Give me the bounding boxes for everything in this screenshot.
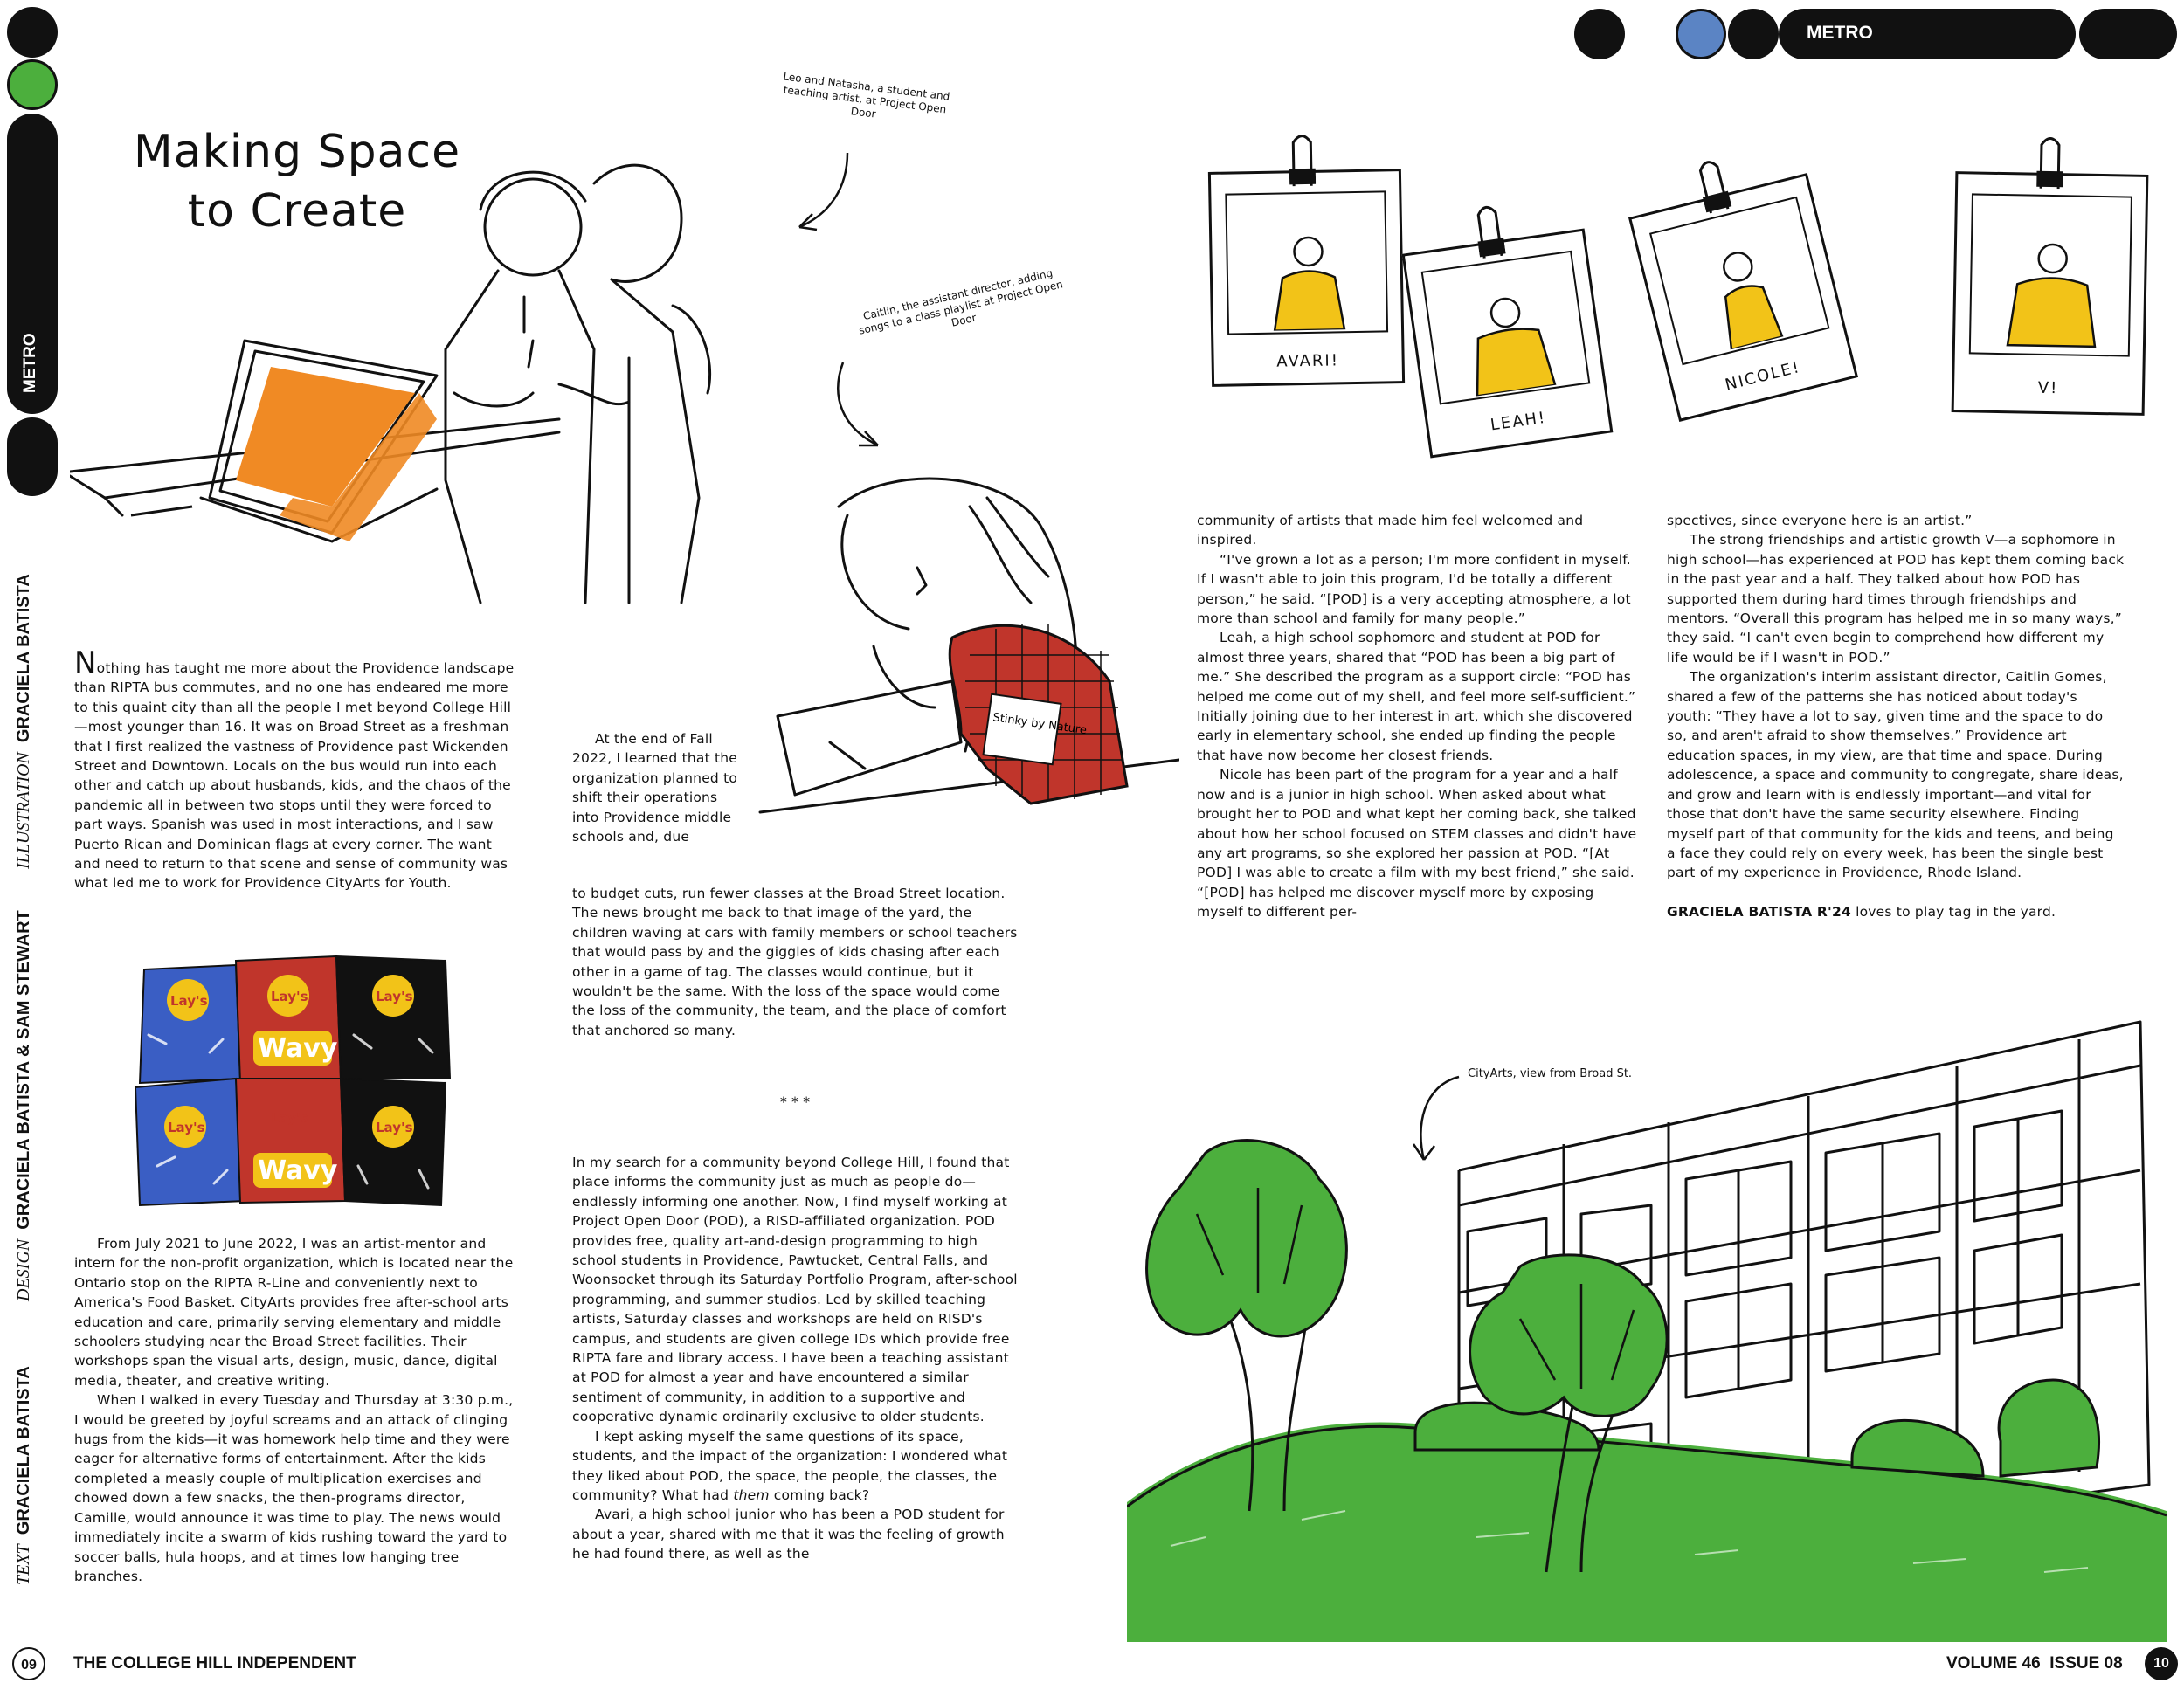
col1-top-text: othing has taught me more about the Providence landscape than RIPTA bus commutes, and no one has endeared me more to this quaint city than all the people I met beyond College Hill—most younger than 16. It was on Broad Street as a freshman that I first realized the vastness of Providence past Wickenden Street and Downtown. Locals on the bus would run into each other and catch up about husbands, kids, and the chaos of the pandemic all in between two stops until they were forced to part ways. Spanish was used in most interactions, and I saw Puerto Rican and Dominican flags at every corner. The want and need to return to that scene and sense of community was what led me to work for Providence CityArts for Youth. (74, 660, 515, 892)
edge-circle-black (7, 7, 58, 58)
col2-bottom-p1: In my search for a community beyond College Hill, I found that place informs the community just as much as people do—endlessly informing one another. Now, I find myself working at Project Open Door (POD), a RISD-affiliated organization. POD provides free, quality art-and-design programming to high school students in Providence, Pawtucket, Central Falls, and Woonsocket through its Saturday Portfolio Program, after-school programming, and summer studios. Led by skilled teaching artists, Saturday classes and workshops are held on RISD's campus, and students are given college IDs which provide free RIPTA fare and library access. I have been a teaching assistant at POD for almost a year and have encountered a similar sentiment of community, in addition to a supportive and cooperative dynamic ordinarily exclusive to older students. (572, 1155, 1018, 1425)
bio-text: loves to play tag in the yard. (1850, 903, 2056, 920)
polaroid-label-avari: AVARI! (1276, 351, 1340, 371)
section-label-vertical: METRO (21, 333, 39, 393)
author-bio (1667, 902, 2125, 921)
credit-illustration: ILLUSTRATION GRACIELA BATISTA (14, 574, 33, 869)
credit-text: TEXT GRACIELA BATISTA (14, 1366, 33, 1585)
col1-bottom-p2: When I walked in every Tuesday and Thursday at 3:30 p.m., I would be greeted by joyful screams and an attack of clinging hugs from the kids—it was homework help time and they were eager for alternative forms of entertainment. After the kids completed a measly couple of multiplication exercises and chowed down a few snacks, the then-programs director, Camille, would announce it was time to play. The news would immediately incite a swarm of kids rushing toward the yard to soccer balls, hula hoops, and at times low hanging tree branches. (74, 1392, 514, 1584)
col4 (1667, 511, 2125, 921)
section-separator: * * * (779, 1093, 811, 1110)
illustration-chips (131, 948, 459, 1214)
chip-label-3: Lay's (376, 989, 413, 1004)
polaroid-avari (1208, 169, 1405, 387)
caption-caitlin: Caitlin, the assistant director, adding songs to a class playlist at Project Open Door (857, 266, 1064, 337)
chip-label-4: Lay's (168, 1120, 205, 1135)
page-number-left: 09 (12, 1647, 45, 1680)
col3-p1: community of artists that made him feel welcomed and inspired. (1197, 513, 1584, 548)
illustration-caitlin (743, 454, 1179, 830)
chip-label-5: Lay's (271, 1110, 308, 1126)
bio-name: GRACIELA BATISTA R'24 (1667, 903, 1851, 920)
col1-bottom-p1: From July 2021 to June 2022, I was an artist-mentor and intern for the non-profit organization, which is located near the Ontario stop on the RIPTA R-Line and conveniently next to America's Food Basket. CityArts provides free after-school arts education and care, primarily serving elementary and middle schoolers studying near the Broad Street facilities. Their workshops span the visual arts, design, music, dance, digital media, theater, and creative writing. (74, 1236, 514, 1389)
page-number-right: 10 (2145, 1647, 2178, 1680)
col3-p4: Nicole has been part of the program for a year and a half now and is a junior in high school. When asked about what brought her to POD and what kept her coming back, she talked about how her school focused on STEM classes and didn't have any art programs, so she explored her passion at POD. “[At POD] I was able to create a film with my best friend,” she said. “[POD] has helped me discover myself more by exposing myself to different per- (1197, 767, 1637, 921)
polaroid-label-v: V! (2037, 378, 2059, 398)
col4-p2: The strong friendships and artistic growth V—a sophomore in high school—has experienced at POD has kept them coming back in the past year and a half. They talked about how POD has supported them during hard times through friendships and mentors. “Overall this program has helped me in so many ways,” they said. “I can't even begin to comprehend how different my life would be if I wasn't in POD.” (1667, 532, 2125, 666)
chip-label-1: Lay's (170, 993, 208, 1009)
edge-pill-bottom (7, 417, 58, 496)
polaroid-label-nicole: NICOLE! (1723, 357, 1803, 395)
arrow-to-caitlin (826, 358, 895, 454)
col4-p1: spectives, since everyone here is an artist.” (1667, 513, 1973, 528)
dropcap: N (74, 645, 97, 680)
col1-bottom (74, 1234, 520, 1586)
footer-publication-title: THE COLLEGE HILL INDEPENDENT (73, 1654, 356, 1673)
header-circle-blue (1676, 9, 1726, 59)
col2-wide: to budget cuts, run fewer classes at the Broad Street location. The news brought me back to that image of the yard, the children waving at cars with family members or school teachers that would pass by and the giggles of kids chasing after each other in a game of tag. The classes would continue, but it wouldn't be the same. With the loss of the space would come the loss of the community, the team, and the place of comfort that anchored so many. (572, 886, 1018, 1038)
caption-leo-natasha: Leo and Natasha, a student and teaching artist, at Project Open Door (782, 70, 951, 121)
polaroid-v (1952, 171, 2149, 416)
col2-bottom-p2: I kept asking myself the same questions of its space, students, and the impact of the organization: I wondered what they liked about POD, the space, the people, the classes, the community? What had them coming back? (572, 1428, 1008, 1503)
illustration-leo-natasha (70, 131, 778, 620)
polaroid-nicole (1628, 173, 1858, 422)
col2-bottom-p3: Avari, a high school junior who has been a POD student for about a year, shared with me that it was the feeling of growth he had found there, as well as the (572, 1507, 1005, 1562)
header-circle-black-2 (1728, 9, 1779, 59)
header-section-label: METRO (1807, 23, 1873, 43)
chip-wavy-2: Wavy (258, 1155, 338, 1186)
chip-wavy-1: Wavy (258, 1033, 338, 1064)
edge-circle-green (7, 59, 58, 110)
col3 (1197, 511, 1642, 922)
polaroid-leah (1402, 228, 1614, 458)
col2-bottom (572, 1153, 1018, 1564)
col3-p2: “I've grown a lot as a person; I'm more confident in myself. If I wasn't able to join this program, I'd be totally a different person,” he said. “[POD] is a very accepting atmosphere, a lot more than school and family for many people.” (1197, 551, 1631, 627)
caption-cityarts: CityArts, view from Broad St. (1468, 1067, 1633, 1080)
col3-p3: Leah, a high school sophomore and student at POD for almost three years, shared that “POD has been a big part of me.” She described the program as a support circle: “POD has helped me come out of my shell, and feel more self-sufficient.” Initially joining due to her interest in art, which she discovered early in elementary school, she ended up finding the people that have now become her closest friends. (1197, 630, 1636, 763)
illustration-cityarts-building (1127, 996, 2167, 1642)
col1-top-paragraph (74, 645, 520, 893)
header-circle-black-1 (1574, 9, 1625, 59)
shirt-text: Stinky by Nature (992, 711, 1088, 738)
title-line-2: to Create (187, 185, 407, 238)
col2-narrow: At the end of Fall 2022, I learned that the organization planned to shift their operations into Providence middle schools and, due (572, 731, 738, 845)
footer-volume-issue: VOLUME 46 ISSUE 08 (1946, 1654, 2123, 1673)
credit-design: DESIGN GRACIELA BATISTA & SAM STEWART (14, 910, 33, 1301)
polaroid-label-leah: LEAH! (1489, 408, 1548, 435)
chip-label-2: Lay's (271, 989, 308, 1004)
col4-p3: The organization's interim assistant director, Caitlin Gomes, shared a few of the patterns she has noticed about today's youth: “They have a lot to say, given time and the space to do so, and aren't afraid to show themselves.” Providence art education spaces, in my view, are that time and space. During adolescence, a space and community to congregate, share ideas, and grow and learn with is endlessly important—and vital for those that don't have the same security elsewhere. Finding myself part of that community for the kids and teens, and being a face they could rely on every week, has been the single best part of my experience in Providence, Rhode Island. (1667, 669, 2124, 881)
chip-label-6: Lay's (376, 1120, 413, 1135)
arrow-to-leo (786, 148, 865, 236)
title-line-1: Making Space (133, 126, 461, 178)
header-pill-end (2079, 9, 2177, 59)
